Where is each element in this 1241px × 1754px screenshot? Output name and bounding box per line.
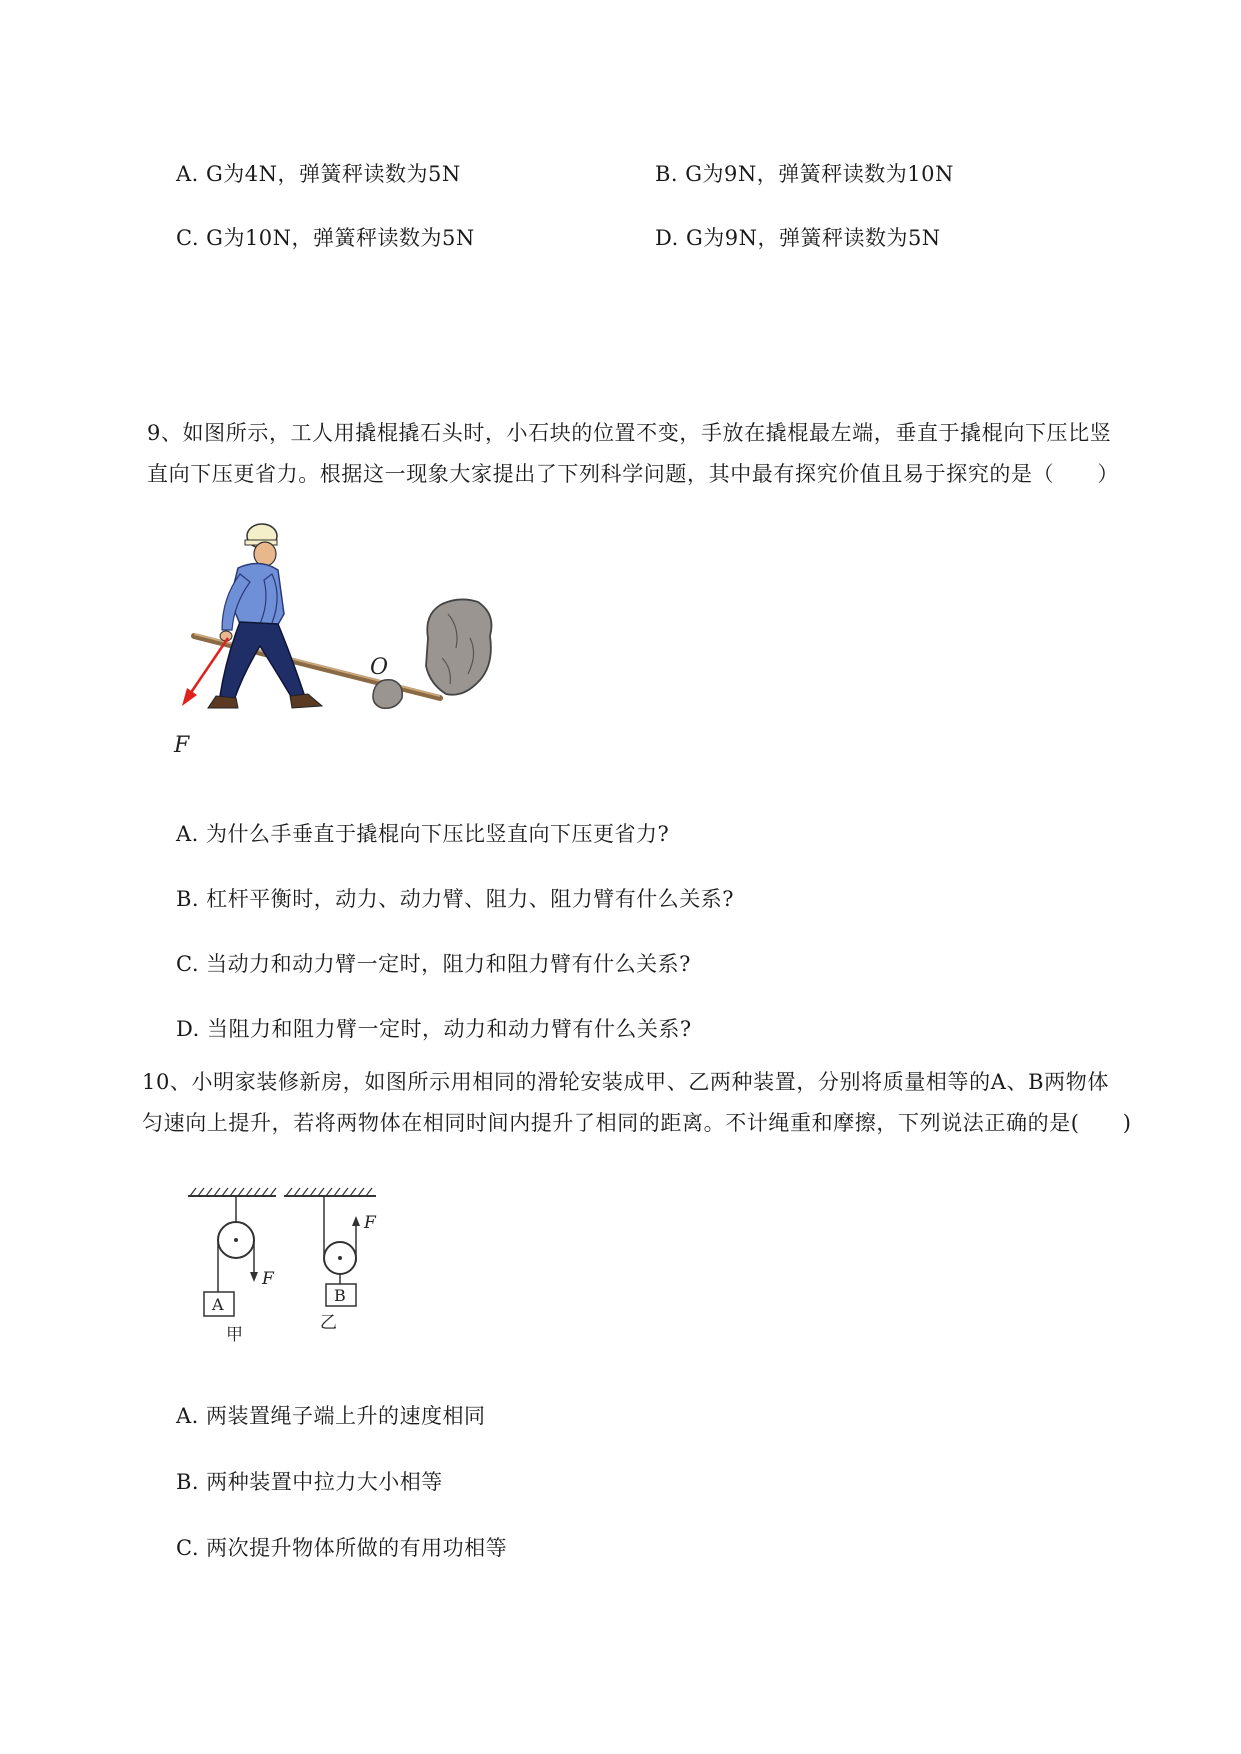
ceiling-right <box>284 1188 376 1196</box>
force-arrowhead <box>182 688 197 706</box>
block-b-label: B <box>334 1286 346 1305</box>
force-label-b: F <box>364 1213 376 1233</box>
q10-option-a[interactable]: A. 两装置绳子端上升的速度相同 <box>176 1404 486 1428</box>
q8-option-d[interactable]: D. G为9N，弹簧秤读数为5N <box>655 226 941 250</box>
q8-option-a[interactable]: A. G为4N，弹簧秤读数为5N <box>176 162 461 186</box>
q9-stem-line-1: 9、如图所示，工人用撬棍撬石头时，小石块的位置不变，手放在撬棍最左端，垂直于撬棍向下压比竖 <box>147 421 1112 445</box>
q8-option-b[interactable]: B. G为9N，弹簧秤读数为10N <box>655 162 954 186</box>
q10-option-c[interactable]: C. 两次提升物体所做的有用功相等 <box>176 1536 508 1560</box>
ceiling-left <box>188 1188 276 1196</box>
q10-stem <box>142 1062 1162 1144</box>
pivot-label-o: O <box>370 655 389 680</box>
q9-stem-line-2: 直向下压更省力。根据这一现象大家提出了下列科学问题，其中最有探究价值且易于探究的是（ ） <box>147 462 1119 486</box>
large-rock <box>426 599 492 694</box>
caption-jia: 甲 <box>226 1325 243 1345</box>
q10-pulley-figure <box>180 1180 400 1350</box>
q8-option-c[interactable]: C. G为10N，弹簧秤读数为5N <box>176 226 475 250</box>
q9-option-d[interactable]: D. 当阻力和阻力臂一定时，动力和动力臂有什么关系? <box>176 1017 692 1041</box>
worker <box>208 524 322 708</box>
force-label-f: F <box>174 733 190 758</box>
q10-option-b[interactable]: B. 两种装置中拉力大小相等 <box>176 1470 443 1494</box>
force-label-a: F <box>262 1269 274 1289</box>
q10-stem-line-2: 匀速向上提升，若将两物体在相同时间内提升了相同的距离。不计绳重和摩擦，下列说法正确的是( ) <box>142 1111 1132 1135</box>
worker-trousers <box>220 622 304 700</box>
q10-stem-line-1: 10、小明家装修新房，如图所示用相同的滑轮安装成甲、乙两种装置，分别将质量相等的A、B两物体 <box>142 1070 1109 1094</box>
q9-option-c[interactable]: C. 当动力和动力臂一定时，阻力和阻力臂有什么关系? <box>176 952 691 976</box>
block-a-label: A <box>212 1295 224 1314</box>
caption-yi: 乙 <box>320 1313 337 1333</box>
q9-stem <box>147 413 1167 495</box>
pivot-stone <box>373 680 402 709</box>
q9-lever-figure <box>160 518 500 768</box>
q9-option-a[interactable]: A. 为什么手垂直于撬棍向下压比竖直向下压更省力? <box>176 822 670 846</box>
q9-option-b[interactable]: B. 杠杆平衡时，动力、动力臂、阻力、阻力臂有什么关系? <box>176 887 735 911</box>
